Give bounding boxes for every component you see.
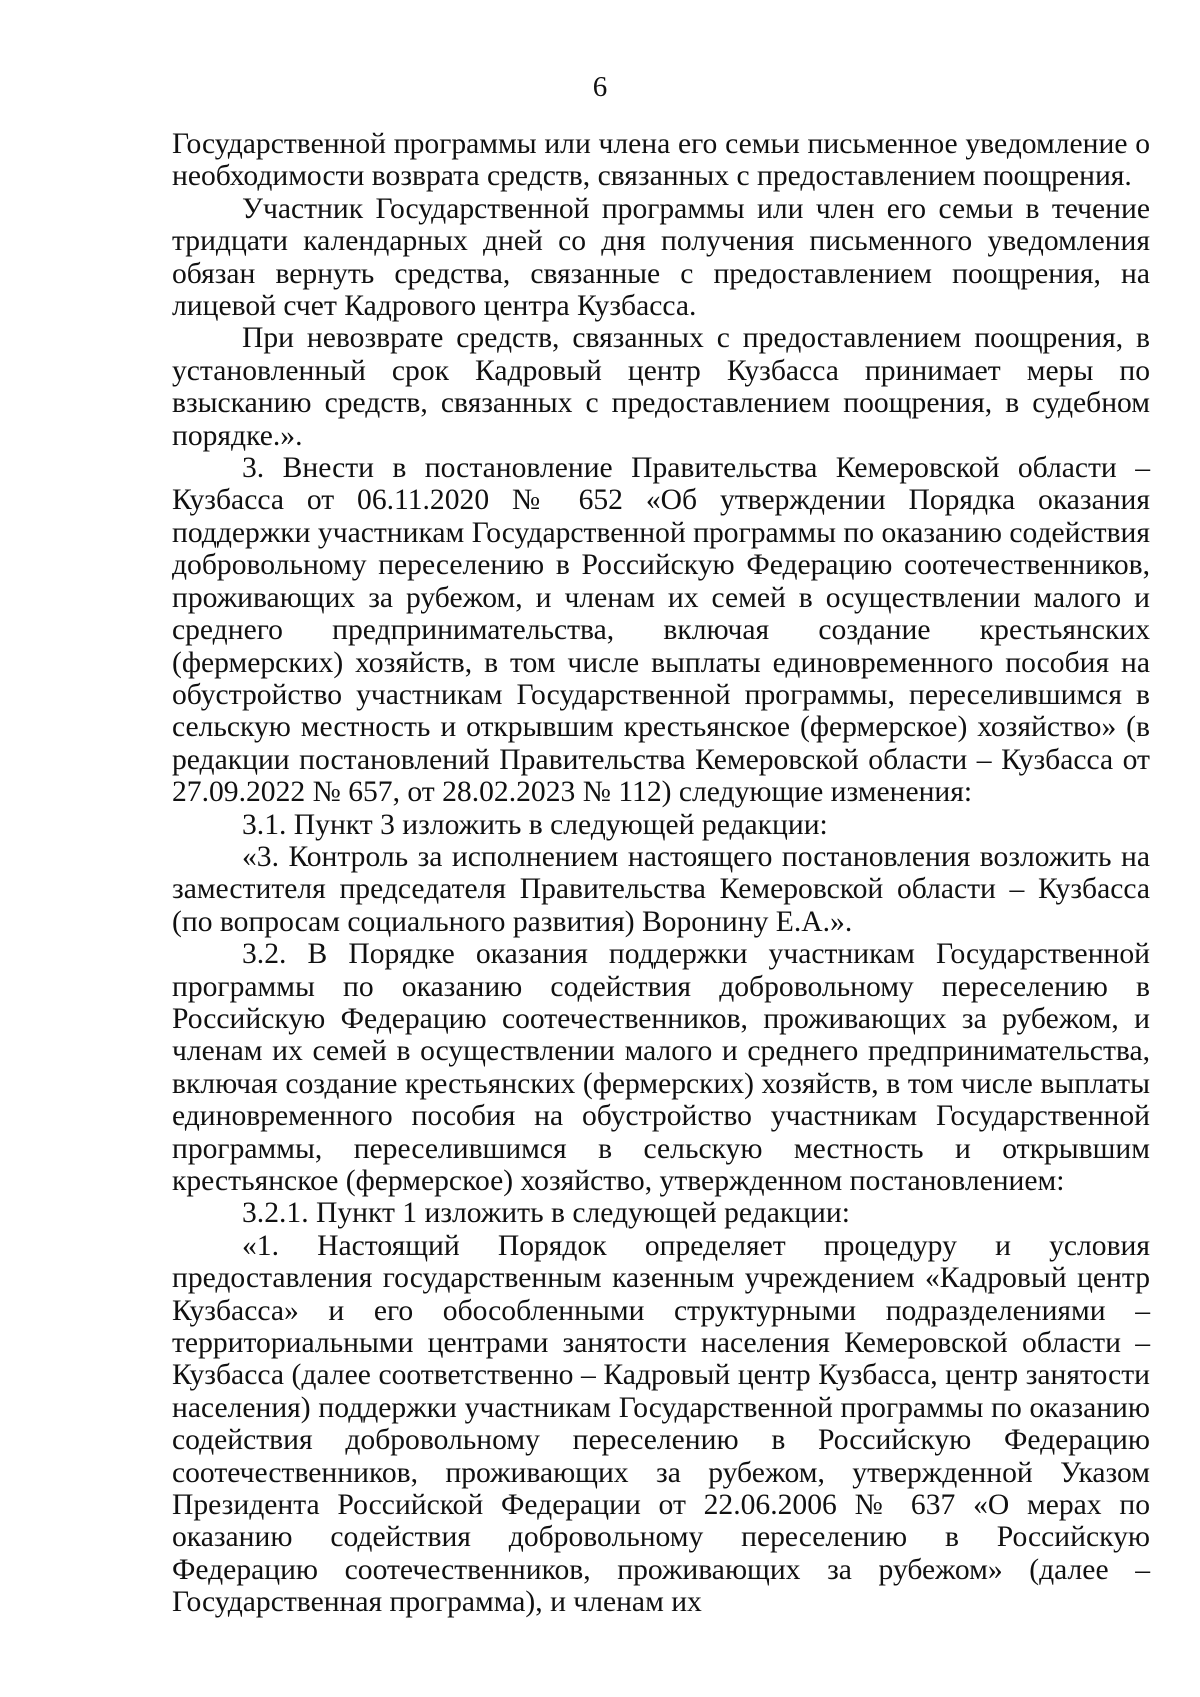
paragraph-9: «1. Настоящий Порядок определяет процедуру и условия предоставления государственным казенным учреждением «Кадровый центр Кузбасса» и его обособленными структурными подразделениями – территориальными центрами занятости населения Кемеровской области – Кузбасса (далее соответственно – Кадровый центр Кузбасса, центр занятости населения) поддержки участникам Государственной программы по оказанию содействия добровольному переселению в Российскую Федерацию соотечественников, проживающих за рубежом, утвержденной Указом Президента Российской Федерации от 22.06.2006 № 637 «О мерах по оказанию содействия добровольному переселению в Российскую Федерацию соотечественников, проживающих за рубежом» (далее – Государственная программа), и членам их <box>172 1229 1150 1619</box>
paragraph-1: Государственной программы или члена его семьи письменное уведомление о необходимости возврата средств, связанных с предоставлением поощрения. <box>172 128 1150 193</box>
paragraph-4: 3. Внести в постановление Правительства Кемеровской области – Кузбасса от 06.11.2020 № 652 «Об утверждении Порядка оказания поддержки участникам Государственной программы по оказанию содействия добровольному переселению в Российскую Федерацию соотечественников, проживающих за рубежом, и членам их семей в осуществлении малого и среднего предпринимательства, включая создание крестьянских (фермерских) хозяйств, в том числе выплаты единовременного пособия на обустройство участникам Государственной программы, переселившимся в сельскую местность и открывшим крестьянское (фермерское) хозяйство» (в редакции постановлений Правительства Кемеровской области – Кузбасса от 27.09.2022 № 657, от 28.02.2023 № 112) следующие изменения: <box>172 452 1150 809</box>
paragraph-5: 3.1. Пункт 3 изложить в следующей редакции: <box>242 808 828 841</box>
paragraph-3: При невозврате средств, связанных с предоставлением поощрения, в установленный срок Кадровый центр Кузбасса принимает меры по взысканию средств, связанных с предоставлением поощрения, в судебном порядке.». <box>172 322 1150 452</box>
paragraph-7: 3.2. В Порядке оказания поддержки участникам Государственной программы по оказанию содействия добровольному переселению в Российскую Федерацию соотечественников, проживающих за рубежом, и членам их семей в осуществлении малого и среднего предпринимательства, включая создание крестьянских (фермерских) хозяйств, в том числе выплаты единовременного пособия на обустройство участникам Государственной программы, переселившимся в сельскую местность и открывшим крестьянское (фермерское) хозяйство, утвержденном постановлением: <box>172 938 1150 1197</box>
paragraph-6: «3. Контроль за исполнением настоящего постановления возложить на заместителя председателя Правительства Кемеровской области – Кузбасса (по вопросам социального развития) Воронину Е.А.». <box>172 840 1150 938</box>
page-number: 6 <box>592 71 608 103</box>
paragraph-8: 3.2.1. Пункт 1 изложить в следующей редакции: <box>242 1197 850 1230</box>
document-body <box>172 128 1150 1619</box>
paragraph-2: Участник Государственной программы или член его семьи в течение тридцати календарных дней со дня получения письменного уведомления обязан вернуть средства, связанные с предоставлением поощрения, на лицевой счет Кадрового центра Кузбасса. <box>172 192 1150 323</box>
